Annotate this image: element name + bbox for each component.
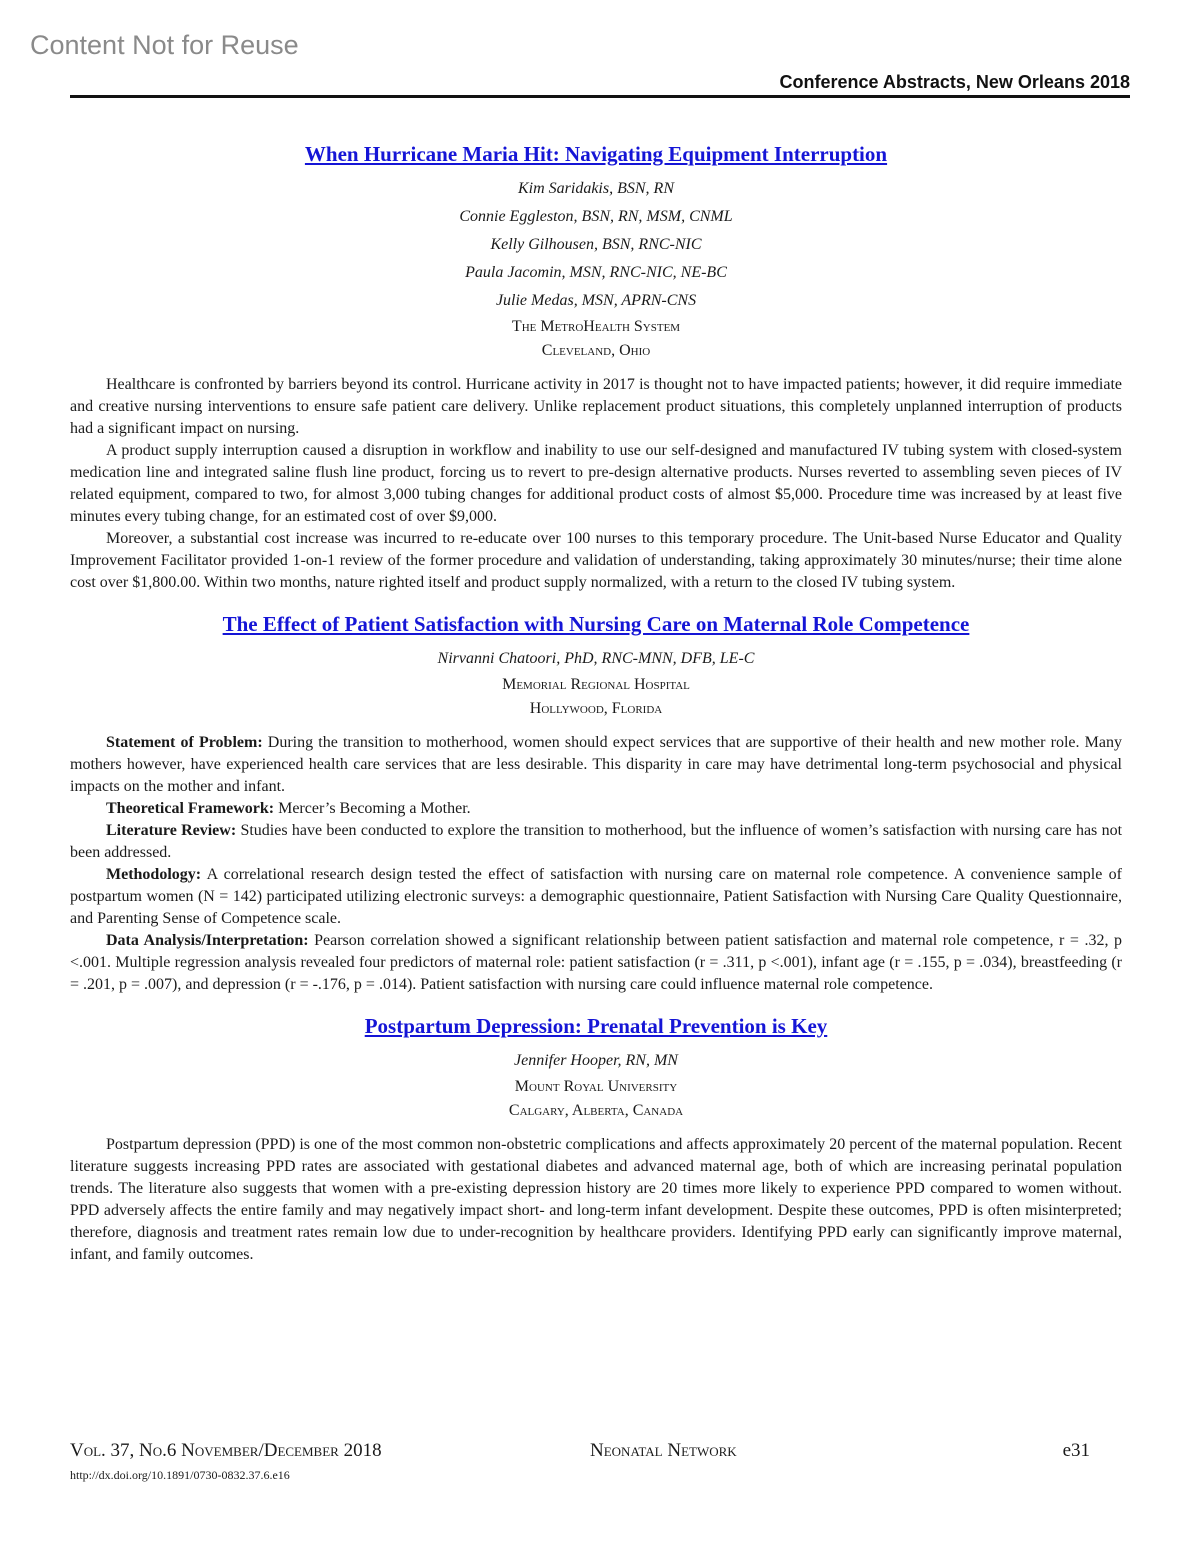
- author-name: Paula Jacomin, MSN, RNC-NIC, NE-BC: [465, 264, 727, 281]
- paragraph-text: Healthcare is confronted by barriers beyond its control. Hurricane activity in 2017 is thought not to have impacted patients; however, it did require immediate and creative nursing interventions to ensure safe patient care delivery. Unlike replacement product situations, this completely unplanned interruption of products had a significant impact on nursing.: [70, 376, 1122, 437]
- footer-volume: Vol. 37, No.6 November/December 2018: [70, 1440, 382, 1461]
- abstract-section: [70, 1012, 1122, 1266]
- body-paragraph: [70, 820, 1122, 864]
- footer-doi-link[interactable]: http://dx.doi.org/10.1891/0730-0832.37.6.e16: [70, 1468, 290, 1482]
- paragraph-heading: Methodology:: [106, 866, 202, 883]
- abstract-section: [70, 610, 1122, 996]
- paragraph-heading: Data Analysis/Interpretation:: [106, 932, 309, 949]
- paragraph-text: A correlational research design tested the effect of satisfaction with nursing care on maternal role competence. A convenience sample of postpartum women (N = 142) participated utilizing electronic surveys: a demographic questionnaire, Patient Satisfaction with Nursing Care Quality Questionnaire, and Parenting Sense of Competence scale.: [70, 866, 1122, 927]
- paragraph-text: Postpartum depression (PPD) is one of the most common non-obstetric complications and affects approximately 20 percent of the maternal population. Recent literature suggests increasing PPD rates are associated with gestational diabetes and advanced maternal age, both of which are increasing perinatal population trends. The literature also suggests that women with a pre-existing depression history are 20 times more likely to experience PPD compared to women without. PPD adversely affects the entire family and may negatively impact short- and long-term infant development. Despite these outcomes, PPD is often misinterpreted; therefore, diagnosis and treatment rates remain low due to under-recognition by healthcare providers. Identifying PPD early can significantly improve maternal, infant, and family outcomes.: [70, 1136, 1122, 1263]
- affiliation-institution: Memorial Regional Hospital: [502, 676, 690, 693]
- body-paragraph: [70, 1134, 1122, 1266]
- footer-page-number: e31: [1062, 1440, 1090, 1461]
- abstract-title-link[interactable]: Postpartum Depression: Prenatal Prevention is Key: [364, 1014, 828, 1038]
- abstract-section: [70, 140, 1122, 594]
- affiliation-institution: The MetroHealth System: [511, 318, 681, 335]
- paragraph-text: Pearson correlation showed a significant relationship between patient satisfaction and maternal role competence, r = .32, p <.001. Multiple regression analysis revealed four predictors of maternal role: patient satisfaction (r = .311, p <.001), infant age (r = .155, p = .034), breastfeeding (r = .201, p = .007), and depression (r = -.176, p = .014). Patient satisfaction with nursing care could influence maternal role competence.: [70, 932, 1123, 993]
- abstract-title-link[interactable]: When Hurricane Maria Hit: Navigating Equipment Interruption: [304, 142, 888, 166]
- watermark: Content Not for Reuse: [30, 30, 299, 60]
- paragraph-text: Moreover, a substantial cost increase was incurred to re-educate over 100 nurses to this temporary procedure. The Unit-based Nurse Educator and Quality Improvement Facilitator provided 1-on-1 review of the former procedure and validation of understanding, taking approximately 30 minutes/nurse; their time alone cost over $1,800.00. Within two months, nature righted itself and product supply normalized, with a return to the closed IV tubing system.: [70, 530, 1122, 591]
- affiliation-location: Calgary, Alberta, Canada: [508, 1102, 684, 1119]
- footer-journal-name: Neonatal Network: [590, 1440, 737, 1461]
- body-paragraph: [70, 374, 1122, 440]
- affiliation-institution: Mount Royal University: [514, 1078, 678, 1095]
- running-head: Conference Abstracts, New Orleans 2018: [70, 72, 1130, 98]
- affiliation-location: Hollywood, Florida: [529, 700, 663, 717]
- body-paragraph: [70, 864, 1122, 930]
- article-body: [70, 140, 1122, 1282]
- author-name: Julie Medas, MSN, APRN-CNS: [495, 292, 697, 309]
- author-name: Kim Saridakis, BSN, RN: [517, 180, 674, 197]
- author-name: Nirvanni Chatoori, PhD, RNC-MNN, DFB, LE-C: [437, 650, 755, 667]
- paragraph-heading: Theoretical Framework:: [106, 800, 275, 817]
- body-paragraph: [70, 798, 1122, 820]
- paragraph-heading: Statement of Problem:: [106, 734, 263, 751]
- paragraph-text: A product supply interruption caused a disruption in workflow and inability to use our self-designed and manufactured IV tubing system with closed-system medication line and integrated saline flush line product, forcing us to revert to pre-design alternative products. Nurses reverted to assembling seven pieces of IV related equipment, compared to two, for almost 3,000 tubing changes for additional product costs of almost $5,000. Procedure time was increased by at least five minutes every tubing change, for an estimated cost of over $9,000.: [70, 442, 1122, 525]
- body-paragraph: [70, 930, 1122, 996]
- author-name: Jennifer Hooper, RN, MN: [514, 1052, 678, 1069]
- paragraph-text: Mercer’s Becoming a Mother.: [274, 800, 471, 817]
- body-paragraph: [70, 528, 1122, 594]
- abstract-title-link[interactable]: The Effect of Patient Satisfaction with Nursing Care on Maternal Role Competence: [222, 612, 970, 636]
- author-name: Connie Eggleston, BSN, RN, MSM, CNML: [459, 208, 733, 225]
- paragraph-text: During the transition to motherhood, women should expect services that are supportive of their health and new mother role. Many mothers however, have experienced health care services that are less desirable. This disparity in care may have detrimental long-term psychosocial and physical impacts on the mother and infant.: [70, 734, 1122, 795]
- body-paragraph: [70, 732, 1122, 798]
- abstract-body: [70, 374, 1122, 594]
- paragraph-text: Studies have been conducted to explore the transition to motherhood, but the influence of women’s satisfaction with nursing care has not been addressed.: [70, 822, 1123, 861]
- body-paragraph: [70, 440, 1122, 528]
- author-name: Kelly Gilhousen, BSN, RNC-NIC: [490, 236, 702, 253]
- abstract-body: [70, 1134, 1122, 1266]
- paragraph-heading: Literature Review:: [106, 822, 237, 839]
- affiliation-location: Cleveland, Ohio: [541, 342, 651, 359]
- abstract-body: [70, 732, 1122, 996]
